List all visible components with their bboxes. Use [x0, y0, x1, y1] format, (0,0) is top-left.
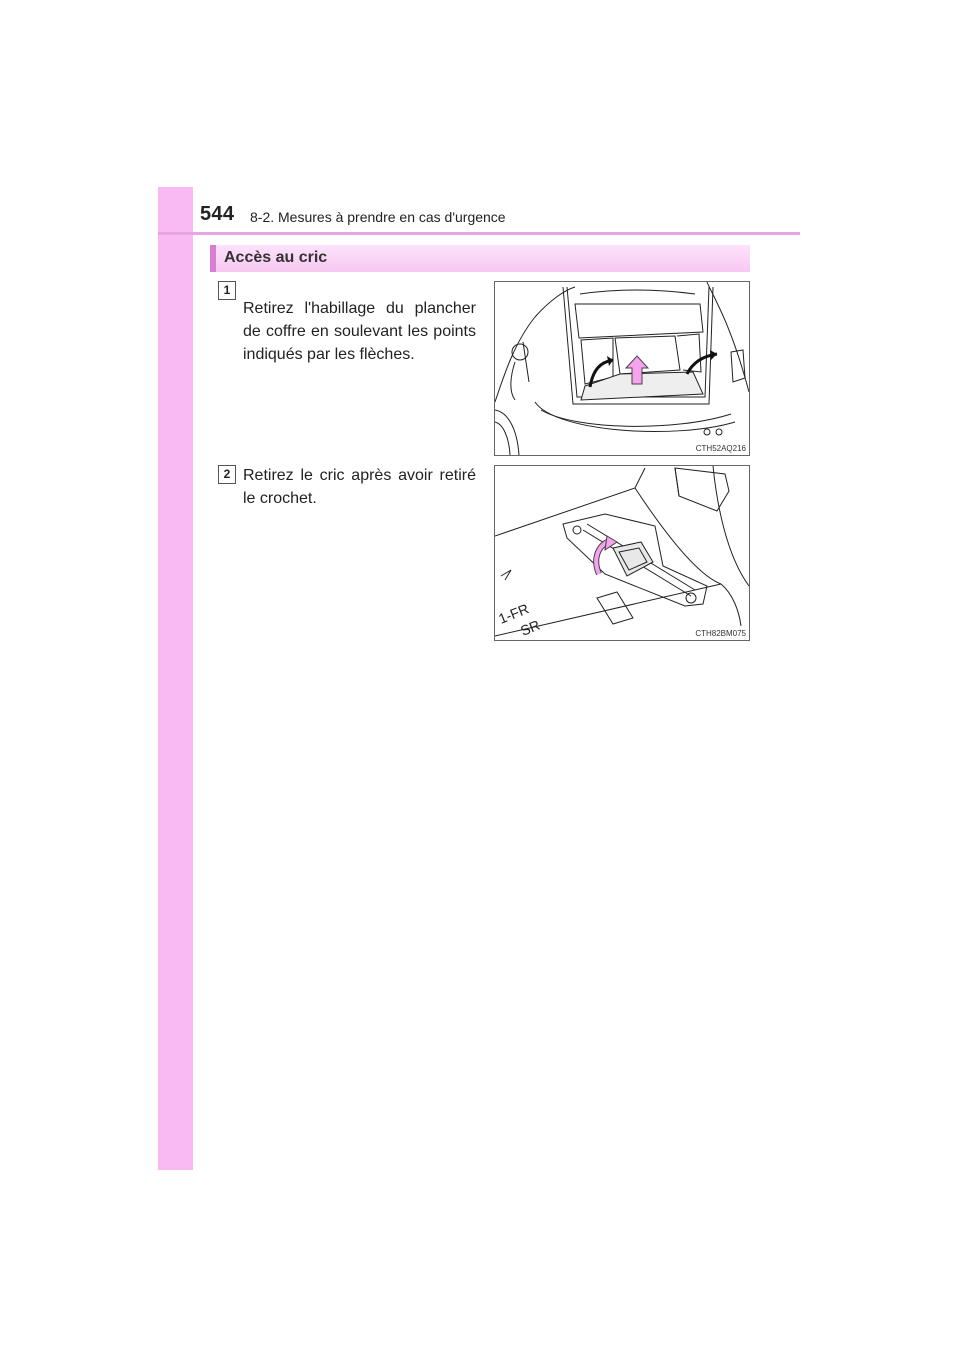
chapter-title: 8-2. Mesures à prendre en cas d'urgence	[250, 209, 506, 225]
step-instruction: Retirez l'habillage du plancher de coffre en soulevant les points indiqués par les flèches.	[243, 300, 476, 363]
header-divider	[158, 232, 800, 235]
trunk-floor-illustration	[494, 281, 750, 456]
figure-code: CTH82BM075	[695, 629, 746, 638]
step-number-badge: 2	[218, 465, 236, 484]
section-heading-bar	[210, 245, 750, 272]
floor-marking-text: 1-FR	[496, 600, 531, 627]
side-tab	[158, 187, 193, 1170]
step-instruction: Retirez le cric après avoir retiré le crochet.	[243, 467, 476, 507]
trunk-floor-drawing	[495, 282, 749, 455]
figure-code: CTH52AQ216	[695, 444, 746, 453]
jack-storage-drawing	[495, 466, 749, 640]
jack-storage-illustration	[494, 465, 750, 641]
step-number-badge: 1	[218, 281, 236, 300]
page-number: 544	[200, 203, 235, 225]
section-heading: Accès au cric	[224, 249, 328, 266]
floor-marking-text: SR	[518, 616, 543, 639]
